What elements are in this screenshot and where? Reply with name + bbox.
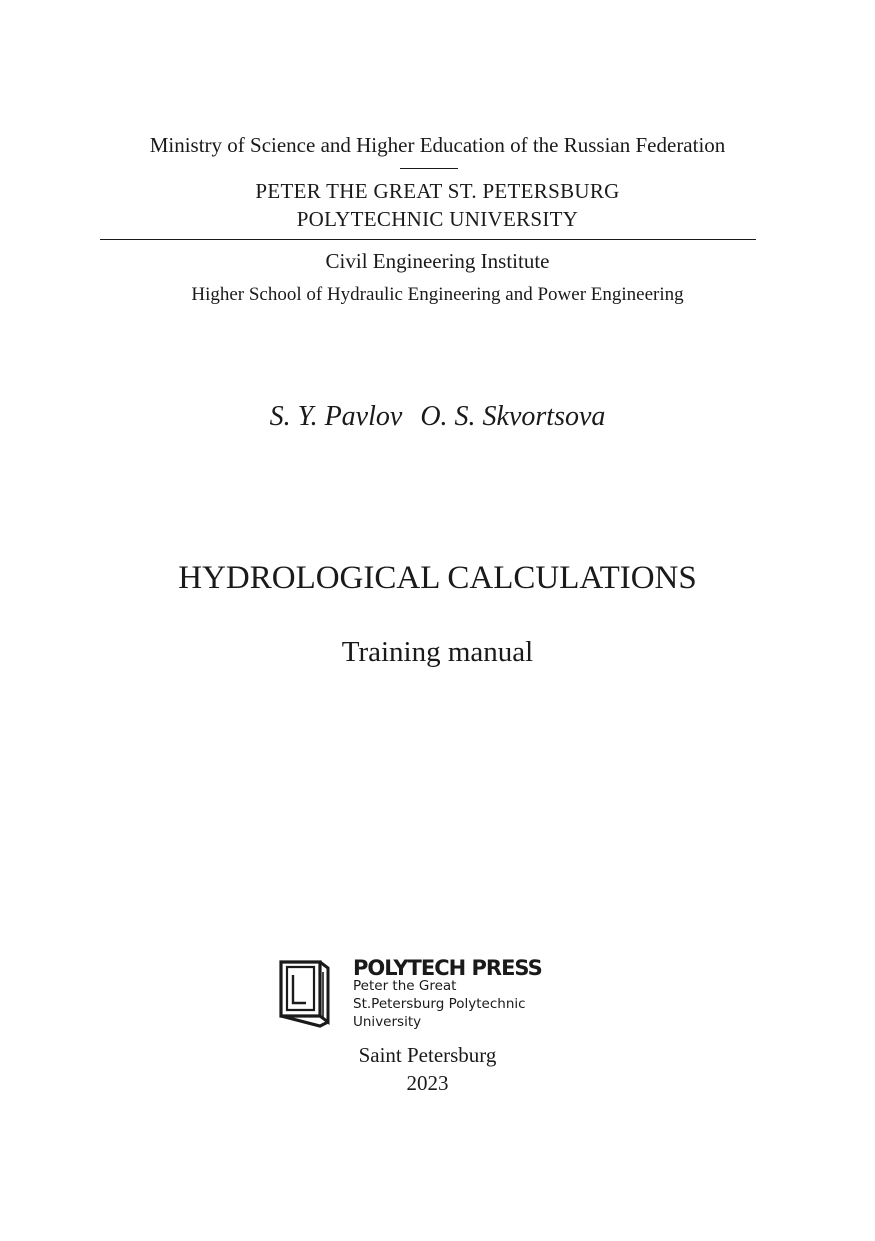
school-name: Higher School of Hydraulic Engineering and Power Engineering bbox=[191, 284, 684, 305]
publisher-tagline-line: St.Petersburg Polytechnic bbox=[353, 996, 526, 1012]
university-name-line-1: PETER THE GREAT ST. PETERSBURG bbox=[255, 179, 620, 203]
book-subtitle: Training manual bbox=[341, 636, 534, 668]
publisher-tagline-line: Peter the Great bbox=[353, 978, 457, 994]
university-name-line-2: POLYTECHNIC UNIVERSITY bbox=[296, 207, 579, 231]
imprint-year: 2023 bbox=[406, 1071, 449, 1095]
publisher-name: POLYTECH PRESS bbox=[353, 956, 542, 980]
header-divider bbox=[100, 239, 756, 240]
short-divider bbox=[400, 168, 458, 169]
author-name: O. S. Skvortsova bbox=[420, 401, 606, 432]
authors bbox=[0, 400, 875, 434]
author-name: S. Y. Pavlov bbox=[269, 401, 403, 432]
polytech-press-book-icon bbox=[279, 958, 335, 1028]
imprint-city: Saint Petersburg bbox=[358, 1043, 497, 1067]
ministry-name: Ministry of Science and Higher Education of the Russian Federation bbox=[149, 133, 726, 157]
book-title: HYDROLOGICAL CALCULATIONS bbox=[178, 560, 697, 596]
publisher-tagline-line: University bbox=[353, 1014, 422, 1030]
institute-name: Civil Engineering Institute bbox=[325, 249, 550, 273]
